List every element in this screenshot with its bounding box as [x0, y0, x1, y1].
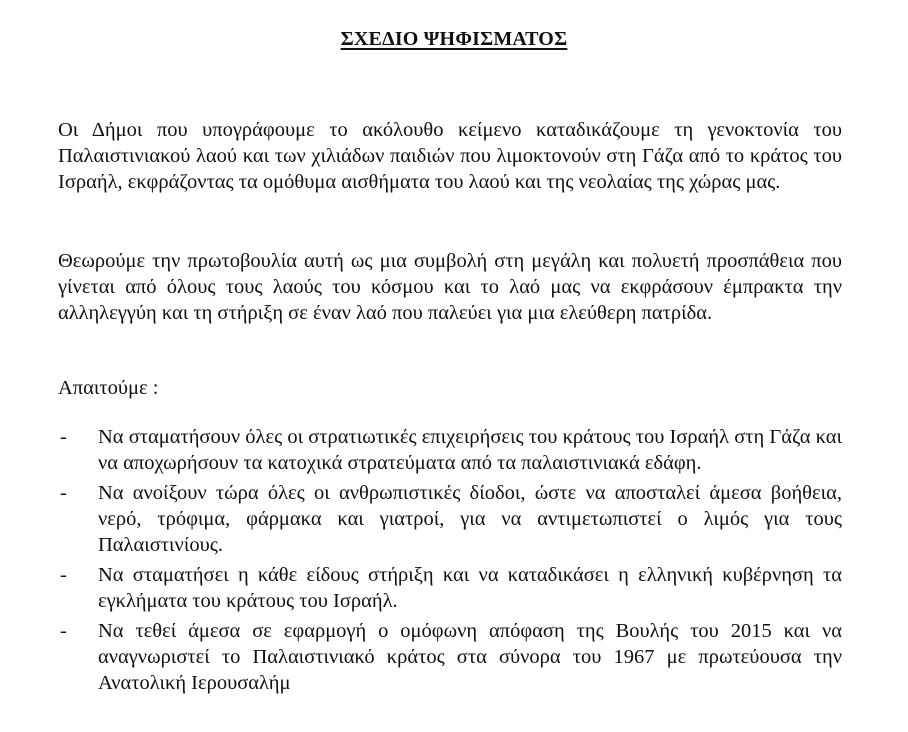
dash-bullet: -: [60, 564, 67, 586]
demand-item: [58, 480, 842, 558]
demand-text: Να τεθεί άμεσα σε εφαρμογή ο ομόφωνη απόφαση της Βουλής του 2015 και να αναγνωριστεί το Παλαιστινιακό κράτος στα σύνορα του 1967 με πρωτεύουσα την Ανατολική Ιερουσαλήμ: [98, 620, 842, 694]
demand-text: Να ανοίξουν τώρα όλες οι ανθρωπιστικές δίοδοι, ώστε να αποσταλεί άμεσα βοήθεια, νερό, τρόφιμα, φάρμακα και γιατροί, για να αντιμετωπιστεί ο λιμός για τους Παλαιστινίους.: [98, 482, 842, 556]
paragraph-solidarity: Θεωρούμε την πρωτοβουλία αυτή ως μια συμβολή στη μεγάλη και πολυετή προσπάθεια που γίνεται από όλους τους λαούς του κόσμου και το λαό μας να εκφράσουν έμπρακτα την αλληλεγγύη και τη στήριξη σε έναν λαό που παλεύει για μια ελεύθερη πατρίδα.: [58, 250, 842, 324]
demand-text: Να σταματήσουν όλες οι στρατιωτικές επιχειρήσεις του κράτους του Ισραήλ στη Γάζα και να αποχωρήσουν τα κατοχικά στρατεύματα από τα παλαιστινιακά εδάφη.: [98, 426, 842, 474]
dash-bullet: -: [60, 482, 67, 504]
demands-list: [58, 424, 842, 700]
dash-bullet: -: [60, 426, 67, 448]
paragraph-condemnation: Οι Δήμοι που υπογράφουμε το ακόλουθο κείμενο καταδικάζουμε τη γενοκτονία του Παλαιστινιακού λαού και των χιλιάδων παιδιών που λιμοκτονούν στη Γάζα από το κράτος του Ισραήλ, εκφράζοντας τα ομόθυμα αισθήματα του λαού και της νεολαίας της χώρας μας.: [58, 119, 842, 193]
demand-text: Να σταματήσει η κάθε είδους στήριξη και να καταδικάσει η ελληνική κυβέρνηση τα εγκλήματα του κράτους του Ισραήλ.: [98, 564, 842, 612]
demand-item: [58, 424, 842, 476]
demand-item: [58, 618, 842, 696]
demands-intro: Απαιτούμε :: [58, 377, 159, 399]
document-title: ΣΧΕΔΙΟ ΨΗΦΙΣΜΑΤΟΣ: [340, 28, 568, 50]
dash-bullet: -: [60, 620, 67, 642]
demand-item: [58, 562, 842, 614]
